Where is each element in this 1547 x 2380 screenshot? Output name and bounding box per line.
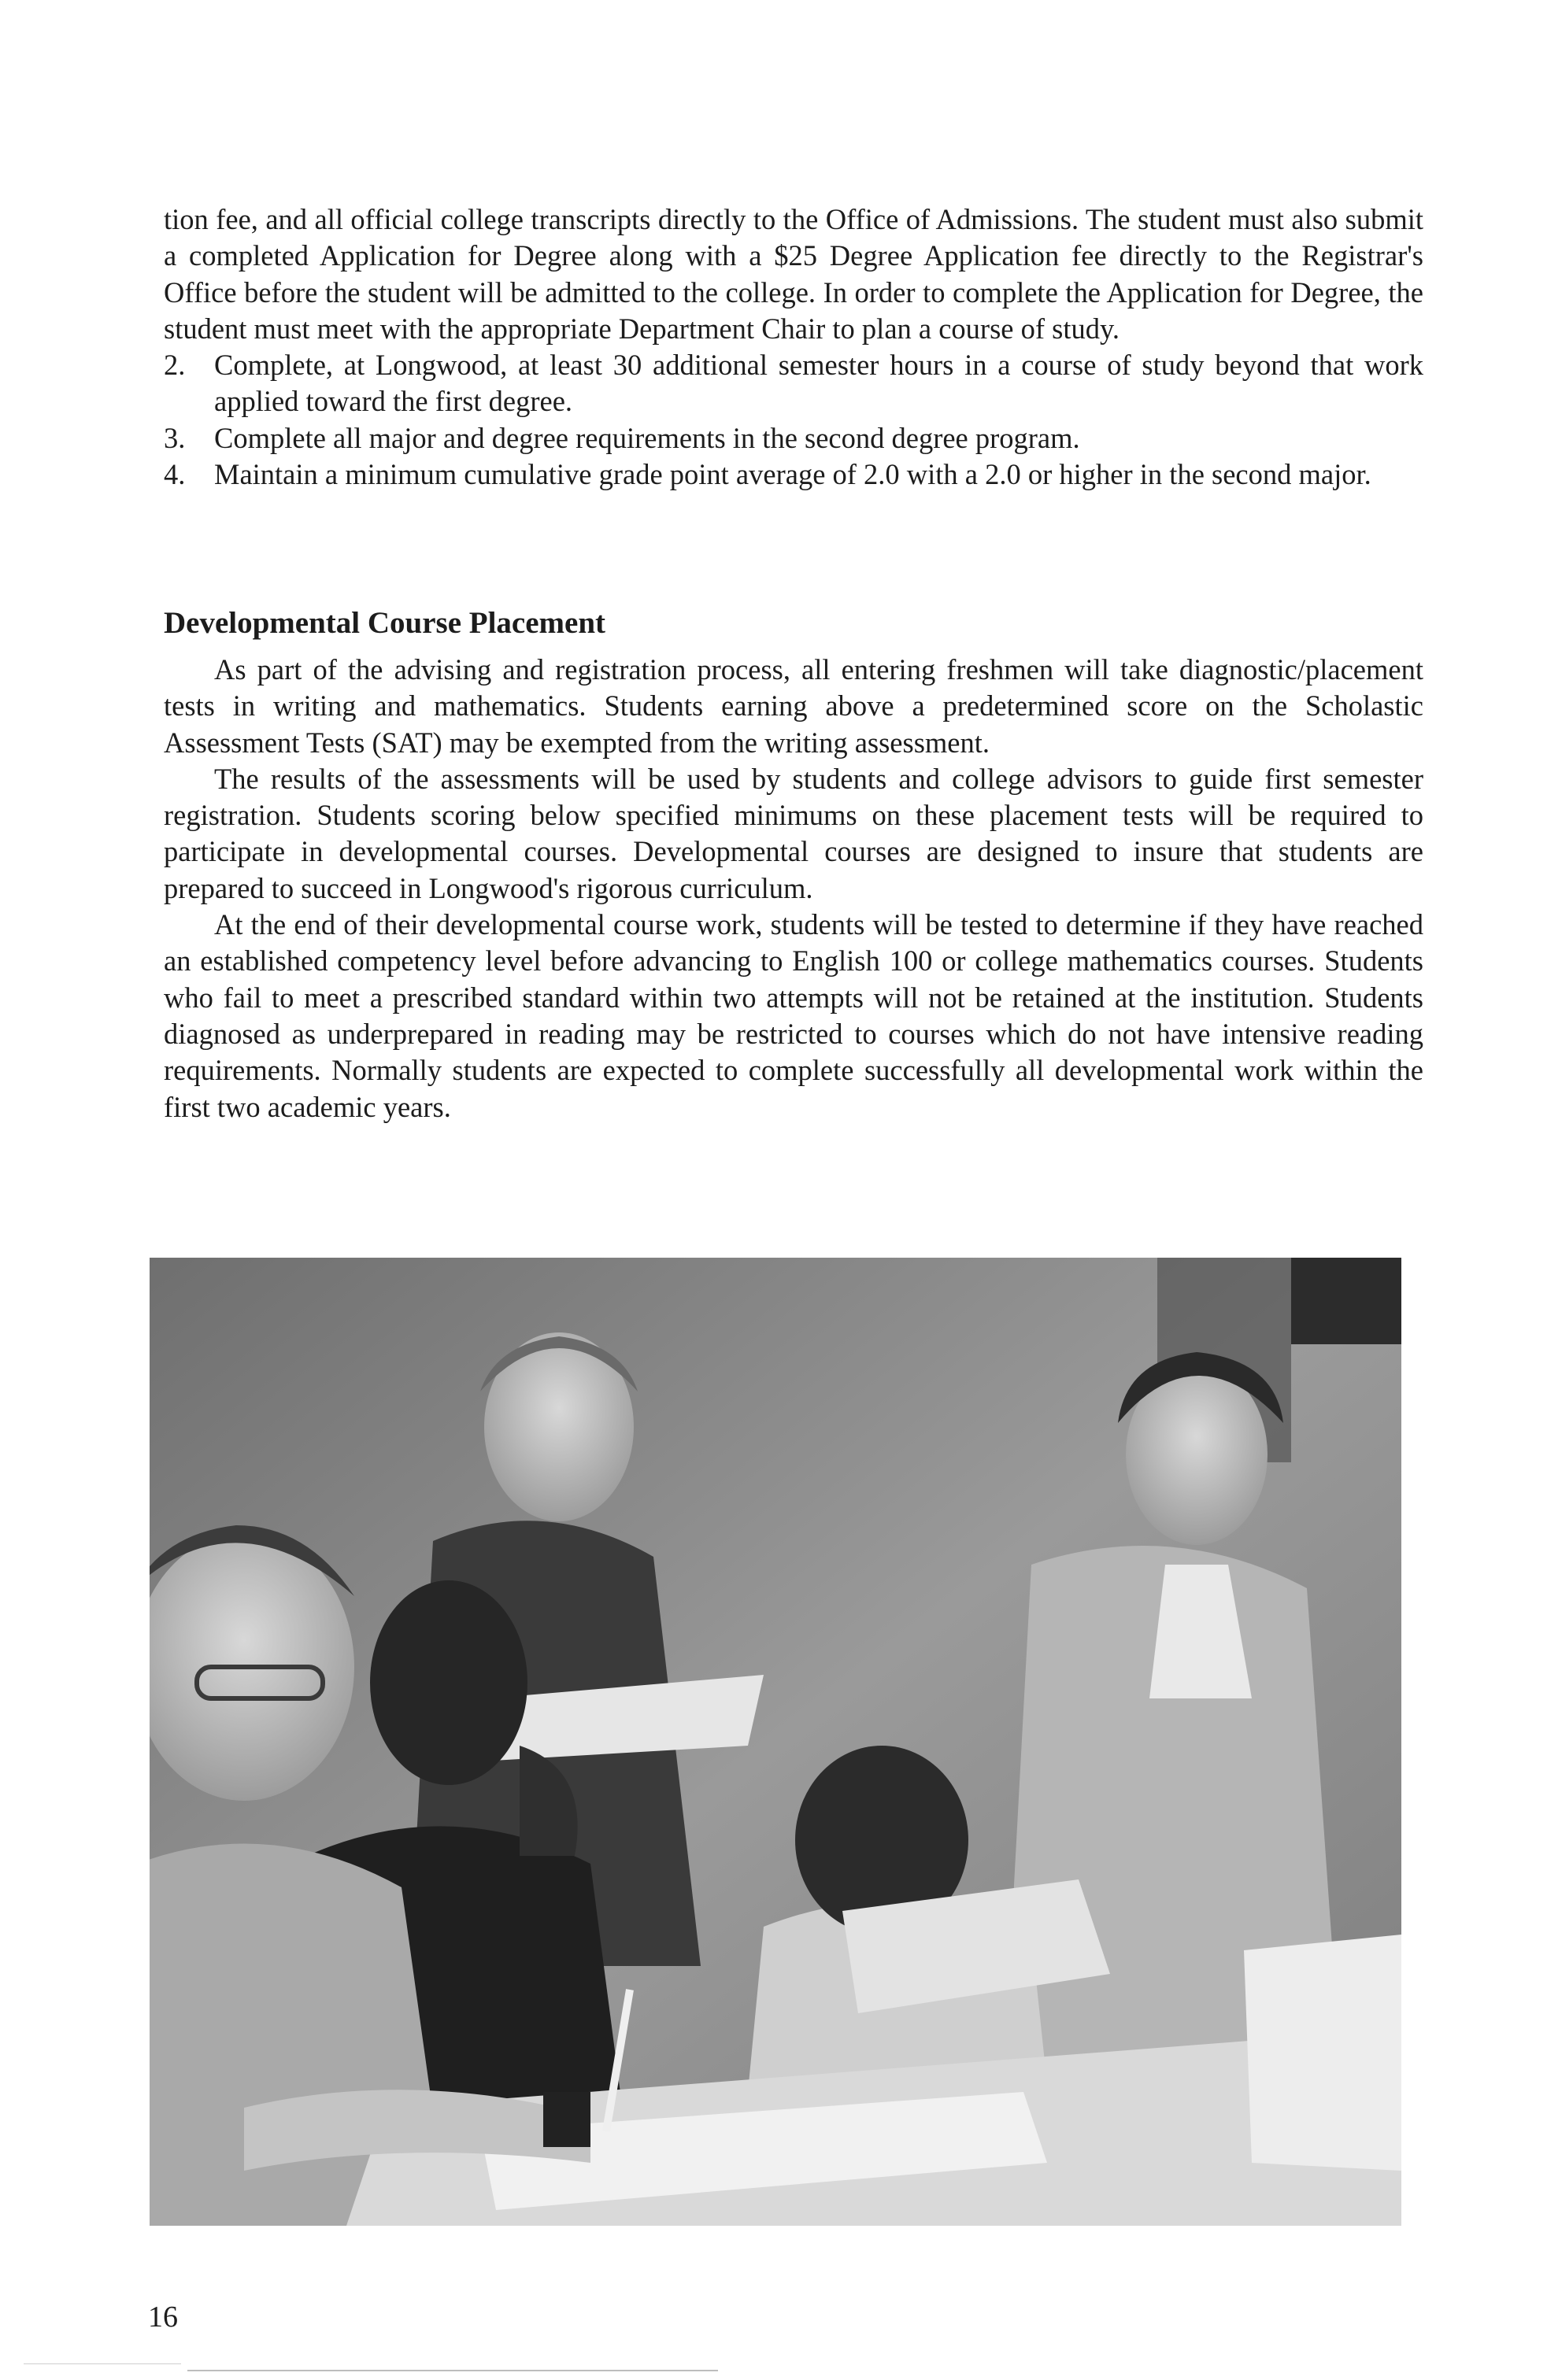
list-item-number: 4. [164,458,186,491]
footer-rule [24,2363,181,2364]
requirements-list [164,347,1423,493]
body-paragraph: As part of the advising and registration process, all entering freshmen will take diagnostic/placement tests in writing and mathematics. Students earning above a predetermined score on the Scholastic Assessment Tests (SAT) may be exempted from the writing assessment. [164,653,1423,759]
list-item [164,420,1423,456]
classroom-photo [150,1258,1401,2226]
page-number: 16 [148,2301,178,2334]
list-item [164,347,1423,420]
list-item [164,456,1423,493]
continuation-paragraph: tion fee, and all official college transcripts directly to the Office of Admissions. The student must also submit a completed Application for Degree along with a $25 Degree Application fee directly to the Registrar's Office before the student will be admitted to the college. In order to complete the Application for Degree, the student must meet with the appropriate Department Chair to plan a course of study. [164,203,1423,345]
list-item-text: Maintain a minimum cumulative grade point average of 2.0 with a 2.0 or higher in the second major. [214,458,1371,491]
list-item-text: Complete, at Longwood, at least 30 additional semester hours in a course of study beyond that work applied toward the first degree. [214,349,1423,418]
body-paragraph: At the end of their developmental course work, students will be tested to determine if they have reached an established competency level before advancing to English 100 or college mathematics courses. Students who fail to meet a prescribed standard within two attempts will not be retained at the institution. Students diagnosed as underprepared in reading may be restricted to courses which do not have intensive reading requirements. Normally students are expected to complete successfully all developmental work within the first two academic years. [164,908,1423,1123]
list-item-number: 3. [164,421,186,454]
continuation-block [164,201,1423,493]
list-item-text: Complete all major and degree requirements in the second degree program. [214,421,1080,454]
list-item-number: 2. [164,349,186,382]
body-paragraph: The results of the assessments will be used by students and college advisors to guide first semester registration. Students scoring below specified minimums on these placement tests will be required to participate in developmental courses. Developmental courses are designed to insure that students are prepared to succeed in Longwood's rigorous curriculum. [164,762,1423,904]
section-body [164,652,1423,1125]
footer-rule [187,2370,718,2371]
section-heading: Developmental Course Placement [164,606,606,640]
